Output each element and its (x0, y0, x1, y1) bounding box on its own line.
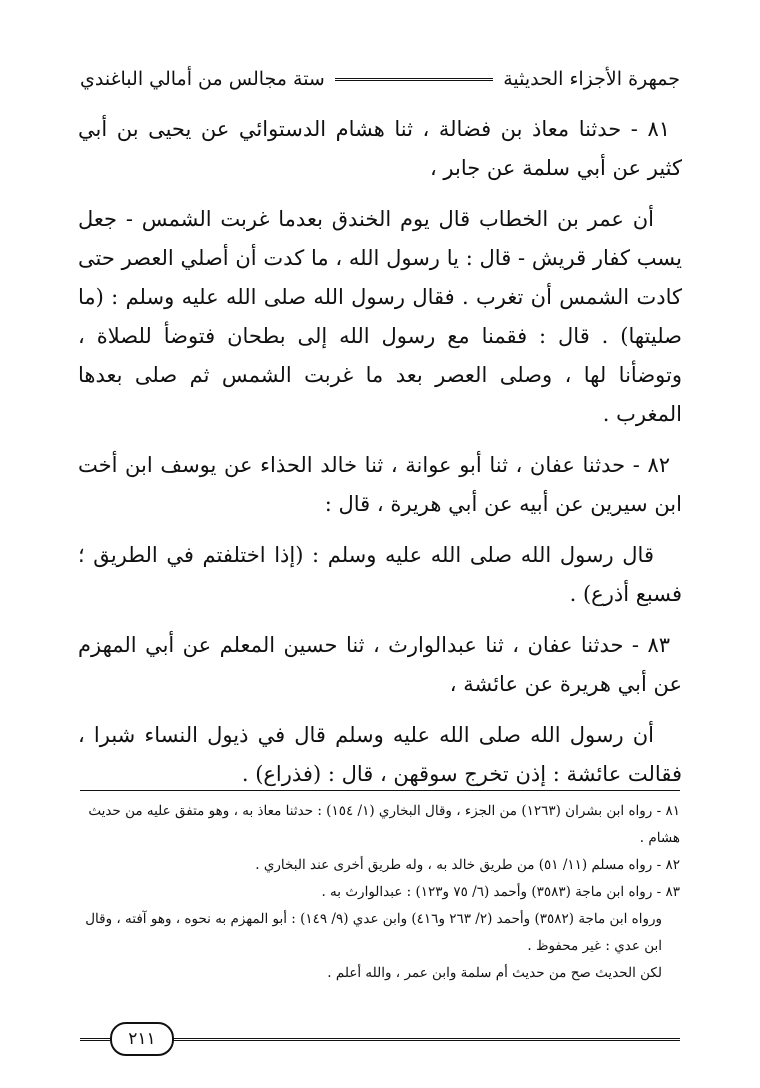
footnote-separator (80, 790, 680, 791)
footnotes (80, 798, 680, 987)
main-text (78, 110, 682, 806)
hadith-81-isnad: ٨١ - حدثنا معاذ بن فضالة ، ثنا هشام الدستوائي عن يحيى بن أبي كثير عن أبي سلمة عن جابر ، (78, 117, 682, 180)
page-number: ٢١١ (110, 1022, 174, 1056)
page-footer (80, 1020, 680, 1060)
hadith-81-matn: أن عمر بن الخطاب قال يوم الخندق بعدما غربت الشمس - جعل يسب كفار قريش - قال : يا رسول الله ، ما كدت أن أصلي العصر حتى كادت الشمس أن تغرب . فقال رسول الله صلى الله عليه وسلم : (ما صليتها) . قال : فقمنا مع رسول الله إلى بطحان فتوضأ للصلاة ، وتوضأنا لها ، وصلى العصر بعد ما غربت الشمس ثم صلى بعدها المغرب . (78, 207, 682, 426)
hadith-82-matn: قال رسول الله صلى الله عليه وسلم : (إذا اختلفتم في الطريق ؛ فسبع أذرع) . (78, 543, 682, 606)
footnote-83-note: لكن الحديث صح من حديث أم سلمة وابن عمر ، والله أعلم . (327, 965, 662, 981)
footer-rule-right (172, 1038, 680, 1041)
footnote-83-continued: ورواه ابن ماجة (٣٥٨٢) وأحمد (٢/ ٢٦٣ و٤١٦) وابن عدي (٩/ ١٤٩) : أبو المهزم به نحوه ، وهو آفته ، وقال ابن عدي : غير محفوظ . (85, 911, 662, 954)
footnote-82: ٨٢ - رواه مسلم (١١/ ٥١) من طريق خالد به ، وله طريق أخرى عند البخاري . (255, 857, 680, 873)
hadith-83-matn: أن رسول الله صلى الله عليه وسلم قال في ذيول النساء شبرا ، فقالت عائشة : إذن تخرج سوقهن ، قال : (فذراع) . (78, 723, 682, 786)
header-rule (335, 78, 493, 81)
running-header (80, 60, 680, 98)
book-title: جمهرة الأجزاء الحديثية (503, 68, 680, 90)
footnote-83: ٨٣ - رواه ابن ماجة (٣٥٨٣) وأحمد (٦/ ٧٥ و١٢٣) : عبدالوارث به . (321, 884, 680, 900)
part-title: ستة مجالس من أمالي الباغندي (80, 68, 325, 90)
hadith-83-isnad: ٨٣ - حدثنا عفان ، ثنا عبدالوارث ، ثنا حسين المعلم عن أبي المهزم عن أبي هريرة عن عائشة ، (78, 633, 682, 696)
footer-rule-left (80, 1038, 110, 1041)
footnote-81: ٨١ - رواه ابن بشران (١٢٦٣) من الجزء ، وقال البخاري (١/ ١٥٤) : حدثنا معاذ به ، وهو متفق عليه من حديث هشام . (88, 803, 680, 846)
hadith-82-isnad: ٨٢ - حدثنا عفان ، ثنا أبو عوانة ، ثنا خالد الحذاء عن يوسف ابن أخت ابن سيرين عن أبيه عن أبي هريرة ، قال : (78, 453, 682, 516)
